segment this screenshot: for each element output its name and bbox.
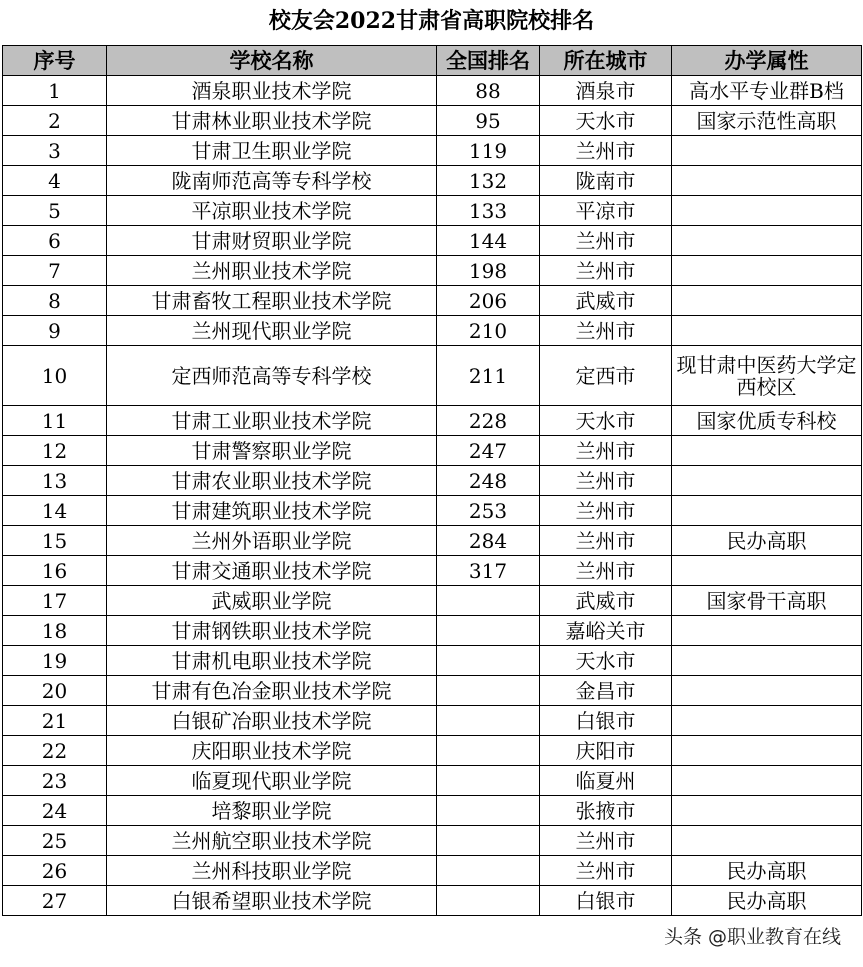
table-row <box>3 646 862 676</box>
rank-cell: 24 <box>3 796 107 826</box>
table-row <box>3 856 862 886</box>
school-name-cell: 甘肃建筑职业技术学院 <box>107 496 437 526</box>
school-name-cell: 定西师范高等专科学校 <box>107 346 437 406</box>
attribute-cell: 国家优质专科校 <box>672 406 862 436</box>
rank-cell: 22 <box>3 736 107 766</box>
national-rank-cell <box>437 826 540 856</box>
attribute-cell <box>672 556 862 586</box>
city-cell: 酒泉市 <box>540 76 672 106</box>
rank-cell: 5 <box>3 196 107 226</box>
school-name-cell: 甘肃卫生职业学院 <box>107 136 437 166</box>
column-header: 所在城市 <box>540 46 672 76</box>
school-name-cell: 培黎职业学院 <box>107 796 437 826</box>
city-cell: 金昌市 <box>540 676 672 706</box>
school-name-cell: 白银矿冶职业技术学院 <box>107 706 437 736</box>
city-cell: 平凉市 <box>540 196 672 226</box>
table-row <box>3 496 862 526</box>
rank-cell: 27 <box>3 886 107 916</box>
table-row <box>3 706 862 736</box>
rank-cell: 25 <box>3 826 107 856</box>
national-rank-cell: 133 <box>437 196 540 226</box>
national-rank-cell: 210 <box>437 316 540 346</box>
school-name-cell: 庆阳职业技术学院 <box>107 736 437 766</box>
national-rank-cell <box>437 646 540 676</box>
table-row <box>3 76 862 106</box>
school-name-cell: 酒泉职业技术学院 <box>107 76 437 106</box>
national-rank-cell <box>437 856 540 886</box>
school-name-cell: 兰州职业技术学院 <box>107 256 437 286</box>
attribute-cell <box>672 316 862 346</box>
school-name-cell: 兰州现代职业学院 <box>107 316 437 346</box>
attribute-cell: 国家示范性高职 <box>672 106 862 136</box>
rank-cell: 21 <box>3 706 107 736</box>
school-name-cell: 甘肃机电职业技术学院 <box>107 646 437 676</box>
table-row <box>3 766 862 796</box>
attribute-cell <box>672 436 862 466</box>
school-name-cell: 甘肃农业职业技术学院 <box>107 466 437 496</box>
table-row <box>3 676 862 706</box>
attribute-cell <box>672 286 862 316</box>
school-name-cell: 甘肃林业职业技术学院 <box>107 106 437 136</box>
table-row <box>3 196 862 226</box>
city-cell: 兰州市 <box>540 226 672 256</box>
attribute-cell <box>672 646 862 676</box>
table-row <box>3 886 862 916</box>
national-rank-cell: 284 <box>437 526 540 556</box>
city-cell: 白银市 <box>540 706 672 736</box>
national-rank-cell <box>437 586 540 616</box>
national-rank-cell: 317 <box>437 556 540 586</box>
city-cell: 武威市 <box>540 586 672 616</box>
city-cell: 张掖市 <box>540 796 672 826</box>
table-row <box>3 796 862 826</box>
city-cell: 兰州市 <box>540 316 672 346</box>
table-row <box>3 406 862 436</box>
rank-cell: 9 <box>3 316 107 346</box>
table-row <box>3 826 862 856</box>
school-name-cell: 甘肃警察职业学院 <box>107 436 437 466</box>
rank-cell: 7 <box>3 256 107 286</box>
attribute-cell <box>672 166 862 196</box>
attribute-cell: 民办高职 <box>672 886 862 916</box>
national-rank-cell: 206 <box>437 286 540 316</box>
school-name-cell: 陇南师范高等专科学校 <box>107 166 437 196</box>
attribute-cell <box>672 256 862 286</box>
table-row <box>3 166 862 196</box>
school-name-cell: 兰州科技职业学院 <box>107 856 437 886</box>
table-row <box>3 526 862 556</box>
table-row <box>3 316 862 346</box>
rank-cell: 2 <box>3 106 107 136</box>
rank-cell: 11 <box>3 406 107 436</box>
attribute-cell: 民办高职 <box>672 856 862 886</box>
attribute-cell <box>672 676 862 706</box>
rank-cell: 14 <box>3 496 107 526</box>
table-row <box>3 466 862 496</box>
table-row <box>3 286 862 316</box>
rank-cell: 13 <box>3 466 107 496</box>
attribute-cell: 高水平专业群B档 <box>672 76 862 106</box>
national-rank-cell: 88 <box>437 76 540 106</box>
national-rank-cell: 228 <box>437 406 540 436</box>
national-rank-cell: 95 <box>437 106 540 136</box>
rank-cell: 8 <box>3 286 107 316</box>
attribute-cell <box>672 226 862 256</box>
city-cell: 兰州市 <box>540 496 672 526</box>
rank-cell: 4 <box>3 166 107 196</box>
school-name-cell: 甘肃有色冶金职业技术学院 <box>107 676 437 706</box>
table-header-row <box>3 46 862 76</box>
national-rank-cell: 144 <box>437 226 540 256</box>
city-cell: 天水市 <box>540 646 672 676</box>
national-rank-cell: 247 <box>437 436 540 466</box>
ranking-table <box>2 45 862 916</box>
city-cell: 白银市 <box>540 886 672 916</box>
attribute-cell <box>672 796 862 826</box>
page-title: 校友会2022甘肃省高职院校排名 <box>268 8 595 34</box>
table-row <box>3 436 862 466</box>
school-name-cell: 平凉职业技术学院 <box>107 196 437 226</box>
attribute-cell: 国家骨干高职 <box>672 586 862 616</box>
national-rank-cell: 211 <box>437 346 540 406</box>
city-cell: 庆阳市 <box>540 736 672 766</box>
table-row <box>3 556 862 586</box>
school-name-cell: 甘肃工业职业技术学院 <box>107 406 437 436</box>
rank-cell: 15 <box>3 526 107 556</box>
attribute-cell <box>672 136 862 166</box>
rank-cell: 19 <box>3 646 107 676</box>
attribute-cell <box>672 736 862 766</box>
city-cell: 兰州市 <box>540 436 672 466</box>
table-row <box>3 736 862 766</box>
attribute-cell <box>672 616 862 646</box>
table-row <box>3 346 862 406</box>
table-row <box>3 136 862 166</box>
rank-cell: 6 <box>3 226 107 256</box>
rank-cell: 3 <box>3 136 107 166</box>
school-name-cell: 临夏现代职业学院 <box>107 766 437 796</box>
attribute-cell <box>672 496 862 526</box>
national-rank-cell <box>437 706 540 736</box>
table-row <box>3 256 862 286</box>
city-cell: 武威市 <box>540 286 672 316</box>
national-rank-cell: 253 <box>437 496 540 526</box>
city-cell: 兰州市 <box>540 556 672 586</box>
school-name-cell: 武威职业学院 <box>107 586 437 616</box>
national-rank-cell <box>437 676 540 706</box>
rank-cell: 18 <box>3 616 107 646</box>
table-body <box>3 76 862 916</box>
school-name-cell: 白银希望职业技术学院 <box>107 886 437 916</box>
national-rank-cell <box>437 796 540 826</box>
national-rank-cell <box>437 736 540 766</box>
school-name-cell: 甘肃钢铁职业技术学院 <box>107 616 437 646</box>
school-name-cell: 甘肃财贸职业学院 <box>107 226 437 256</box>
national-rank-cell: 248 <box>437 466 540 496</box>
city-cell: 兰州市 <box>540 136 672 166</box>
city-cell: 临夏州 <box>540 766 672 796</box>
city-cell: 陇南市 <box>540 166 672 196</box>
city-cell: 兰州市 <box>540 466 672 496</box>
table-row <box>3 226 862 256</box>
school-name-cell: 兰州航空职业技术学院 <box>107 826 437 856</box>
attribute-cell <box>672 826 862 856</box>
rank-cell: 16 <box>3 556 107 586</box>
city-cell: 定西市 <box>540 346 672 406</box>
watermark-text: 头条 @职业教育在线 <box>663 926 841 948</box>
attribute-cell <box>672 196 862 226</box>
table-row <box>3 586 862 616</box>
city-cell: 兰州市 <box>540 826 672 856</box>
table-row <box>3 616 862 646</box>
attribute-cell: 民办高职 <box>672 526 862 556</box>
column-header: 学校名称 <box>107 46 437 76</box>
city-cell: 天水市 <box>540 106 672 136</box>
attribute-cell <box>672 766 862 796</box>
column-header: 序号 <box>3 46 107 76</box>
attribute-cell <box>672 466 862 496</box>
national-rank-cell: 132 <box>437 166 540 196</box>
attribute-cell: 现甘肃中医药大学定西校区 <box>672 346 862 406</box>
rank-cell: 12 <box>3 436 107 466</box>
school-name-cell: 甘肃畜牧工程职业技术学院 <box>107 286 437 316</box>
school-name-cell: 兰州外语职业学院 <box>107 526 437 556</box>
attribute-cell <box>672 706 862 736</box>
column-header: 全国排名 <box>437 46 540 76</box>
column-header: 办学属性 <box>672 46 862 76</box>
city-cell: 天水市 <box>540 406 672 436</box>
national-rank-cell <box>437 886 540 916</box>
school-name-cell: 甘肃交通职业技术学院 <box>107 556 437 586</box>
rank-cell: 10 <box>3 346 107 406</box>
city-cell: 兰州市 <box>540 256 672 286</box>
city-cell: 嘉峪关市 <box>540 616 672 646</box>
rank-cell: 17 <box>3 586 107 616</box>
national-rank-cell: 119 <box>437 136 540 166</box>
rank-cell: 23 <box>3 766 107 796</box>
rank-cell: 20 <box>3 676 107 706</box>
city-cell: 兰州市 <box>540 526 672 556</box>
rank-cell: 1 <box>3 76 107 106</box>
rank-cell: 26 <box>3 856 107 886</box>
national-rank-cell <box>437 766 540 796</box>
national-rank-cell: 198 <box>437 256 540 286</box>
table-row <box>3 106 862 136</box>
national-rank-cell <box>437 616 540 646</box>
city-cell: 兰州市 <box>540 856 672 886</box>
